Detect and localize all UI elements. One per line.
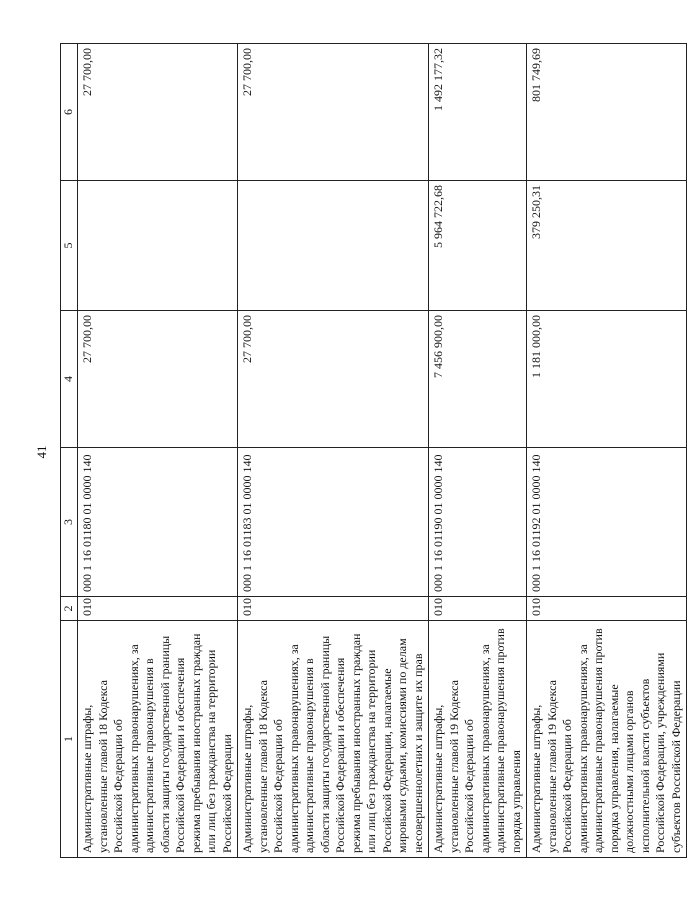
remaining-amount-cell: 27 700,00 (238, 44, 429, 181)
approved-amount-cell: 27 700,00 (238, 311, 429, 448)
approved-amount-cell: 7 456 900,00 (429, 311, 527, 448)
column-header: 6 (61, 44, 78, 181)
column-header: 3 (61, 448, 78, 597)
budget-code-cell: 000 1 16 01183 01 0000 140 (238, 448, 429, 597)
admin-code-cell: 010 (238, 597, 429, 621)
column-header: 5 (61, 181, 78, 311)
remaining-amount-cell: 1 492 177,32 (429, 44, 527, 181)
rotated-document-page (60, 44, 683, 858)
revenue-table (60, 43, 687, 858)
approved-amount-cell: 1 181 000,00 (527, 311, 687, 448)
table-row (238, 44, 429, 858)
approved-amount-cell: 27 700,00 (78, 311, 238, 448)
revenue-name-cell: Административные штрафы, установленные главой 19 Кодекса Российской Федерации об административных правонарушениях, за административные правонарушения против порядка управления, налагаемые должностными лицами органов исполнительной власти субъектов Российской Федерации, учреждениями субъектов Российской Федерации (527, 621, 687, 858)
remaining-amount-cell: 801 749,69 (527, 44, 687, 181)
page-number: 41 (34, 445, 49, 459)
executed-amount-cell (238, 181, 429, 311)
revenue-name-cell: Административные штрафы, установленные главой 19 Кодекса Российской Федерации об административных правонарушениях, за административные правонарушения против порядка управления (429, 621, 527, 858)
revenue-name-cell: Административные штрафы, установленные главой 18 Кодекса Российской Федерации об административных правонарушениях, за административные правонарушения в области защиты государственной границы Российской Федерации и обеспечения режима пребывания иностранных граждан или лиц без гражданства на территории Российской Федерации, налагаемые мировыми судьями, комиссиями по делам несовершеннолетних и защите их прав (238, 621, 429, 858)
budget-code-cell: 000 1 16 01192 01 0000 140 (527, 448, 687, 597)
budget-code-cell: 000 1 16 01190 01 0000 140 (429, 448, 527, 597)
column-number-row (61, 44, 78, 858)
admin-code-cell: 010 (78, 597, 238, 621)
admin-code-cell: 010 (527, 597, 687, 621)
executed-amount-cell: 5 964 722,68 (429, 181, 527, 311)
executed-amount-cell: 379 250,31 (527, 181, 687, 311)
executed-amount-cell (78, 181, 238, 311)
table-row (429, 44, 527, 858)
table-row (527, 44, 687, 858)
revenue-name-cell: Административные штрафы, установленные главой 18 Кодекса Российской Федерации об административных правонарушениях, за административные правонарушения в области защиты государственной границы Российской Федерации и обеспечения режима пребывания иностранных граждан или лиц без гражданства на территории Российской Федерации (78, 621, 238, 858)
remaining-amount-cell: 27 700,00 (78, 44, 238, 181)
admin-code-cell: 010 (429, 597, 527, 621)
column-header: 1 (61, 621, 78, 858)
table-row (78, 44, 238, 858)
budget-code-cell: 000 1 16 01180 01 0000 140 (78, 448, 238, 597)
column-header: 4 (61, 311, 78, 448)
column-header: 2 (61, 597, 78, 621)
